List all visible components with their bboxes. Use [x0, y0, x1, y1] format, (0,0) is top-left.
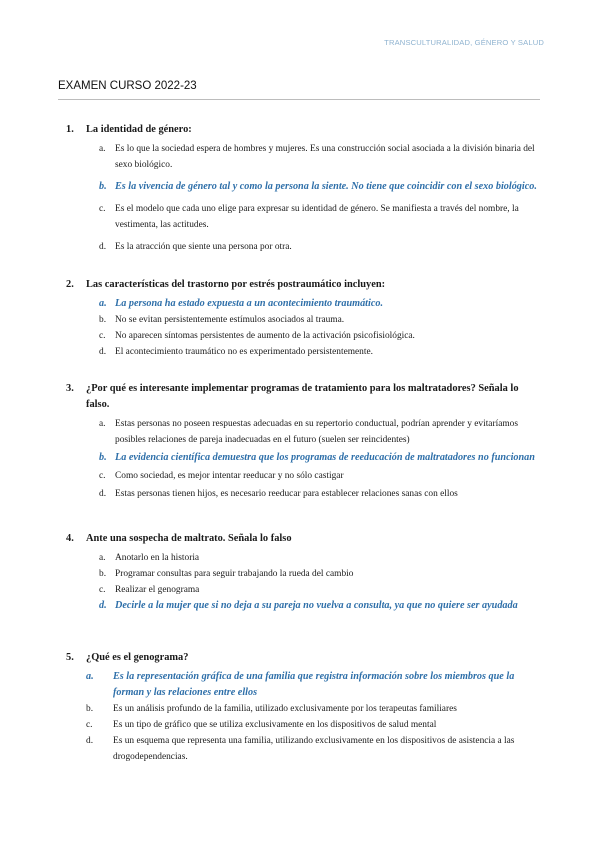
question-2	[66, 277, 544, 360]
option-letter: d.	[99, 347, 107, 357]
option-a-correct	[99, 296, 544, 312]
question-4	[66, 531, 544, 614]
option-letter: a.	[99, 419, 106, 429]
option-a	[99, 550, 544, 566]
option-c	[99, 582, 544, 598]
option-text: La persona ha estado expuesta a un acontecimiento traumático.	[115, 298, 383, 309]
option-d	[99, 486, 544, 502]
option-text: Es el modelo que cada uno elige para expresar su identidad de género. Se manifiesta a través del nombre, la vestimenta, las actitudes.	[115, 204, 519, 230]
option-letter: b.	[99, 181, 107, 192]
course-header: TRANSCULTURALIDAD, GÉNERO Y SALUD	[384, 38, 544, 47]
option-letter: b.	[99, 569, 107, 579]
option-d	[99, 239, 544, 255]
option-text: El acontecimiento traumático no es experimentado persistentemente.	[115, 347, 373, 357]
title-divider	[58, 99, 540, 100]
option-text: Decirle a la mujer que si no deja a su pareja no vuelva a consulta, ya que no quiere ser ayudada	[115, 600, 518, 611]
option-text: Estas personas tienen hijos, es necesario reeducar para establecer relaciones sanas con ellos	[115, 489, 458, 499]
option-letter: a.	[86, 671, 94, 682]
question-number: 2.	[66, 279, 74, 290]
option-text: Es un esquema que representa una familia, utilizando exclusivamente en los dispositivos de asistencia a las drogodependencias.	[113, 736, 515, 762]
option-letter: c.	[99, 585, 106, 595]
option-c	[99, 201, 544, 233]
option-text: Es un tipo de gráfico que se utiliza exclusivamente en los dispositivos de salud mental	[113, 720, 437, 730]
question-text: ¿Por qué es interesante implementar programas de tratamiento para los maltratadores? Señala lo falso.	[86, 383, 519, 410]
option-text: Estas personas no poseen respuestas adecuadas en su repertorio conductual, podrían aprender y evitaríamos posibles relaciones de pareja inadecuadas en el futuro (suelen ser reincidentes)	[115, 419, 518, 445]
question-1	[66, 122, 544, 255]
option-c	[99, 328, 544, 344]
option-b	[99, 312, 544, 328]
option-letter: d.	[99, 600, 107, 611]
question-text: Ante una sospecha de maltrato. Señala lo falso	[86, 533, 292, 544]
option-d-correct	[99, 598, 544, 614]
option-letter: d.	[99, 242, 107, 252]
question-3	[66, 381, 544, 502]
question-number: 4.	[66, 533, 74, 544]
question-text: La identidad de género:	[86, 124, 192, 135]
option-text: Es la vivencia de género tal y como la persona la siente. No tiene que coincidir con el sexo biológico.	[115, 181, 537, 192]
question-text: Las características del trastorno por estrés postraumático incluyen:	[86, 279, 386, 290]
option-text: La evidencia científica demuestra que los programas de reeducación de maltratadores no funcionan	[115, 452, 535, 463]
option-letter: b.	[99, 452, 107, 463]
page-title: EXAMEN CURSO 2022-23	[58, 80, 197, 92]
question-number: 3.	[66, 383, 74, 394]
option-letter: d.	[99, 489, 107, 499]
option-text: No aparecen síntomas persistentes de aumento de la activación psicofisiológica.	[115, 331, 415, 341]
option-d	[86, 733, 544, 765]
option-a	[99, 141, 544, 173]
option-b-correct	[99, 450, 544, 466]
option-text: Programar consultas para seguir trabajando la rueda del cambio	[115, 569, 354, 579]
option-c	[99, 468, 544, 484]
option-b	[99, 566, 544, 582]
question-number: 5.	[66, 652, 74, 663]
question-5	[66, 650, 544, 765]
question-text: ¿Qué es el genograma?	[86, 652, 189, 663]
option-letter: a.	[99, 144, 106, 154]
option-text: Como sociedad, es mejor intentar reeducar y no sólo castigar	[115, 471, 344, 481]
option-letter: c.	[99, 471, 106, 481]
option-text: No se evitan persistentemente estímulos asociados al trauma.	[115, 315, 345, 325]
option-text: Es la representación gráfica de una familia que registra información sobre los miembros que la forman y las relaciones entre ellos	[113, 671, 515, 698]
option-letter: a.	[99, 553, 106, 563]
option-letter: b.	[99, 315, 107, 325]
option-a-correct	[86, 669, 544, 701]
option-letter: b.	[86, 704, 94, 714]
question-number: 1.	[66, 124, 74, 135]
option-letter: c.	[86, 720, 93, 730]
option-letter: c.	[99, 331, 106, 341]
option-d	[99, 344, 544, 360]
option-text: Es la atracción que siente una persona por otra.	[115, 242, 292, 252]
option-letter: c.	[99, 204, 106, 214]
option-a	[99, 416, 544, 448]
option-letter: d.	[86, 736, 94, 746]
option-text: Es lo que la sociedad espera de hombres y mujeres. Es una construcción social asociada a la división binaria del sexo biológico.	[115, 144, 535, 170]
option-b-correct	[99, 179, 544, 195]
option-text: Anotarlo en la historia	[115, 553, 200, 563]
option-text: Es un análisis profundo de la familia, utilizado exclusivamente por los terapeutas familiares	[113, 704, 457, 714]
option-b	[86, 701, 544, 717]
option-c	[86, 717, 544, 733]
option-letter: a.	[99, 298, 107, 309]
option-text: Realizar el genograma	[115, 585, 200, 595]
